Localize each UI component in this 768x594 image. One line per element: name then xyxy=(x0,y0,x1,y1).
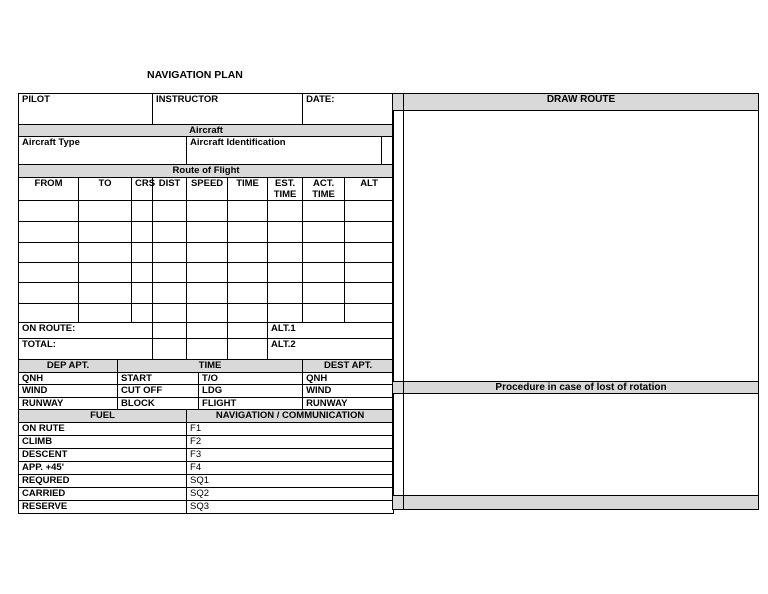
fuel-navcom-row xyxy=(19,488,394,501)
navcom-row-label[interactable]: SQ2 xyxy=(187,488,394,501)
cut-off-field[interactable]: CUT OFF xyxy=(118,385,199,398)
col-to: TO xyxy=(79,178,132,201)
fuel-row-label[interactable]: CLIMB xyxy=(19,436,187,449)
route-cell-from[interactable] xyxy=(19,263,79,283)
col-dist: DIST xyxy=(153,178,187,201)
route-leg-row xyxy=(19,243,394,263)
fuel-navcom-row xyxy=(19,449,394,462)
flight-field[interactable]: FLIGHT xyxy=(199,398,303,410)
route-cell-crs[interactable] xyxy=(132,263,153,283)
procedure-area[interactable] xyxy=(404,394,759,496)
navcom-row-label[interactable]: F2 xyxy=(187,436,394,449)
route-leg-row xyxy=(19,222,394,243)
fuel-row-label[interactable]: ON RUTE xyxy=(19,423,187,436)
route-cell-speed[interactable] xyxy=(187,243,228,263)
col-time: TIME xyxy=(228,178,268,201)
aircraft-identification-field[interactable]: Aircraft Identification xyxy=(187,137,382,165)
route-cell-to[interactable] xyxy=(79,263,132,283)
route-cell-to[interactable] xyxy=(79,243,132,263)
aircraft-type-field[interactable]: Aircraft Type xyxy=(19,137,187,165)
route-cell-est-time[interactable] xyxy=(268,263,303,283)
navcom-row-label[interactable]: SQ1 xyxy=(187,475,394,488)
route-cell-from[interactable] xyxy=(19,222,79,243)
right-panel xyxy=(392,93,759,510)
route-leg-row xyxy=(19,263,394,283)
route-cell-from[interactable] xyxy=(19,201,79,222)
landing-field[interactable]: LDG xyxy=(199,385,303,398)
col-crs: CRS xyxy=(132,178,153,201)
total-label: TOTAL: xyxy=(19,339,153,360)
time-header: TIME xyxy=(118,360,303,373)
total-dist-cell[interactable] xyxy=(153,339,187,360)
route-cell-time[interactable] xyxy=(228,243,268,263)
route-cell-time[interactable] xyxy=(228,263,268,283)
route-leg-row xyxy=(19,304,394,323)
route-cell-time[interactable] xyxy=(228,222,268,243)
route-cell-alt[interactable] xyxy=(345,304,394,323)
route-cell-dist[interactable] xyxy=(153,222,187,243)
route-cell-alt[interactable] xyxy=(345,222,394,243)
col-act-time: ACT. TIME xyxy=(303,178,345,201)
route-cell-crs[interactable] xyxy=(132,304,153,323)
route-cell-act-time[interactable] xyxy=(303,222,345,243)
route-cell-speed[interactable] xyxy=(187,222,228,243)
route-cell-dist[interactable] xyxy=(153,243,187,263)
navcom-header: NAVIGATION / COMMUNICATION xyxy=(187,410,394,423)
dest-wind-field[interactable]: WIND xyxy=(303,385,394,398)
route-cell-alt[interactable] xyxy=(345,201,394,222)
dep-qnh-field[interactable]: QNH xyxy=(19,373,118,385)
date-field[interactable]: DATE: xyxy=(303,94,394,125)
route-section-header: Route of Flight xyxy=(19,165,394,178)
alt2-label: ALT.2 xyxy=(268,339,394,360)
route-cell-act-time[interactable] xyxy=(303,304,345,323)
route-cell-crs[interactable] xyxy=(132,283,153,304)
draw-route-area[interactable] xyxy=(404,111,759,382)
route-cell-dist[interactable] xyxy=(153,201,187,222)
fuel-navcom-row xyxy=(19,475,394,488)
col-est-time: EST. TIME xyxy=(268,178,303,201)
route-cell-speed[interactable] xyxy=(187,263,228,283)
bottom-margin-cell xyxy=(393,496,404,510)
route-column-headers xyxy=(19,178,394,201)
procedure-margin xyxy=(393,394,404,496)
route-cell-from[interactable] xyxy=(19,243,79,263)
total-speed-cell[interactable] xyxy=(187,339,228,360)
pilot-field[interactable]: PILOT xyxy=(19,94,153,125)
route-cell-crs[interactable] xyxy=(132,243,153,263)
route-leg-row xyxy=(19,283,394,304)
fuel-navcom-row xyxy=(19,501,394,514)
route-leg-row xyxy=(19,201,394,222)
route-cell-est-time[interactable] xyxy=(268,243,303,263)
fuel-row-label[interactable]: DESCENT xyxy=(19,449,187,462)
col-speed: SPEED xyxy=(187,178,228,201)
route-cell-to[interactable] xyxy=(79,304,132,323)
dest-apt-header: DEST APT. xyxy=(303,360,394,373)
route-cell-act-time[interactable] xyxy=(303,201,345,222)
takeoff-field[interactable]: T/O xyxy=(199,373,303,385)
route-cell-act-time[interactable] xyxy=(303,283,345,304)
bottom-bar xyxy=(404,496,759,510)
draw-route-margin-cell xyxy=(393,94,404,111)
navcom-row-label[interactable]: SQ3 xyxy=(187,501,394,514)
navcom-row-label[interactable]: F4 xyxy=(187,462,394,475)
navcom-row-label[interactable]: F1 xyxy=(187,423,394,436)
route-cell-speed[interactable] xyxy=(187,201,228,222)
fuel-header: FUEL xyxy=(19,410,187,423)
route-cell-time[interactable] xyxy=(228,304,268,323)
route-cell-act-time[interactable] xyxy=(303,263,345,283)
route-cell-est-time[interactable] xyxy=(268,304,303,323)
navigation-plan-form xyxy=(18,93,394,514)
procedure-header: Procedure in case of lost of rotation xyxy=(404,382,759,394)
route-cell-to[interactable] xyxy=(79,222,132,243)
route-cell-crs[interactable] xyxy=(132,201,153,222)
fuel-row-label[interactable]: CARRIED xyxy=(19,488,187,501)
dest-qnh-field[interactable]: QNH xyxy=(303,373,394,385)
on-route-label: ON ROUTE: xyxy=(19,323,153,339)
route-legs xyxy=(19,201,394,323)
dep-runway-field[interactable]: RUNWAY xyxy=(19,398,118,410)
fuel-navcom-row xyxy=(19,436,394,449)
on-route-dist-cell[interactable] xyxy=(153,323,187,339)
route-cell-act-time[interactable] xyxy=(303,243,345,263)
col-from: FROM xyxy=(19,178,79,201)
start-field[interactable]: START xyxy=(118,373,199,385)
procedure-margin-cell xyxy=(393,382,404,394)
route-cell-time[interactable] xyxy=(228,283,268,304)
draw-route-header: DRAW ROUTE xyxy=(404,94,759,111)
route-cell-dist[interactable] xyxy=(153,283,187,304)
route-cell-est-time[interactable] xyxy=(268,222,303,243)
route-cell-alt[interactable] xyxy=(345,283,394,304)
fuel-row-label[interactable]: REQURED xyxy=(19,475,187,488)
fuel-navcom-row xyxy=(19,462,394,475)
col-alt: ALT xyxy=(345,178,394,201)
total-time-cell[interactable] xyxy=(228,339,268,360)
aircraft-section-header: Aircraft xyxy=(19,125,394,137)
route-cell-speed[interactable] xyxy=(187,283,228,304)
dep-wind-field[interactable]: WIND xyxy=(19,385,118,398)
route-cell-dist[interactable] xyxy=(153,263,187,283)
route-cell-alt[interactable] xyxy=(345,263,394,283)
dest-runway-field[interactable]: RUNWAY xyxy=(303,398,394,410)
route-cell-est-time[interactable] xyxy=(268,283,303,304)
route-cell-time[interactable] xyxy=(228,201,268,222)
navcom-row-label[interactable]: F3 xyxy=(187,449,394,462)
route-cell-from[interactable] xyxy=(19,283,79,304)
fuel-navcom-row xyxy=(19,423,394,436)
route-cell-est-time[interactable] xyxy=(268,201,303,222)
draw-route-margin xyxy=(393,111,404,382)
route-cell-crs[interactable] xyxy=(132,222,153,243)
fuel-navcom-rows xyxy=(19,423,394,514)
on-route-speed-cell[interactable] xyxy=(187,323,228,339)
block-field[interactable]: BLOCK xyxy=(118,398,199,410)
fuel-row-label[interactable]: RESERVE xyxy=(19,501,187,514)
on-route-time-cell[interactable] xyxy=(228,323,268,339)
route-cell-dist[interactable] xyxy=(153,304,187,323)
route-cell-to[interactable] xyxy=(79,201,132,222)
route-cell-alt[interactable] xyxy=(345,243,394,263)
route-cell-to[interactable] xyxy=(79,283,132,304)
instructor-field[interactable]: INSTRUCTOR xyxy=(153,94,303,125)
dep-apt-header: DEP APT. xyxy=(19,360,118,373)
alt1-label: ALT.1 xyxy=(268,323,394,339)
page-title: NAVIGATION PLAN xyxy=(147,69,243,81)
fuel-row-label[interactable]: APP. +45' xyxy=(19,462,187,475)
route-cell-from[interactable] xyxy=(19,304,79,323)
route-cell-speed[interactable] xyxy=(187,304,228,323)
